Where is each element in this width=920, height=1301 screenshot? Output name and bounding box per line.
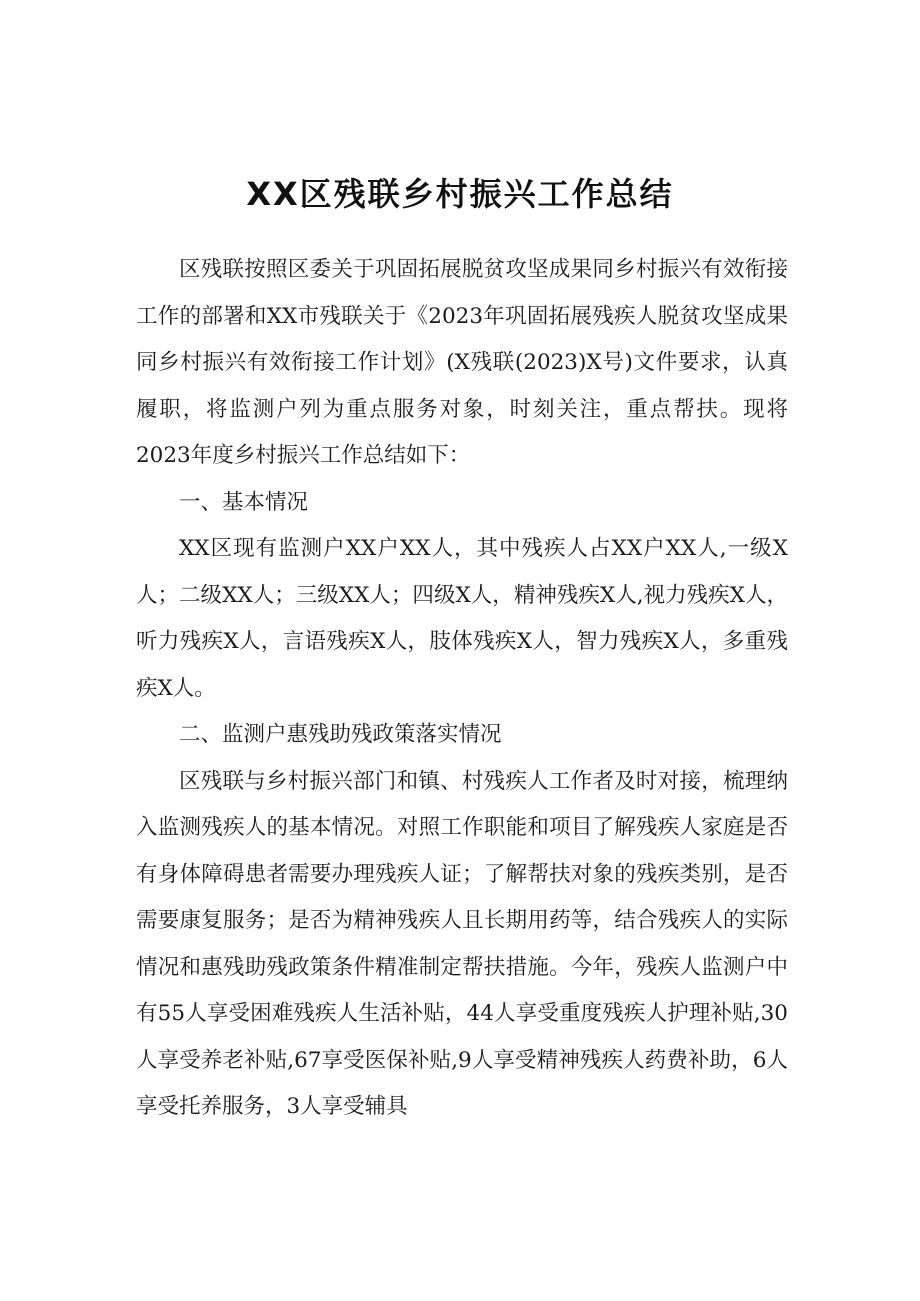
basic-situation-paragraph: XX区现有监测户XX户XX人，其中残疾人占XX户XX人,一级X人；二级XX人；三级XX人；四级X人，精神残疾X人,视力残疾X人，听力残疾X人，言语残疾X人，肢体残疾X人，智力残疾X人，多重残疾X人。 [136, 536, 788, 701]
intro-paragraph: 区残联按照区委关于巩固拓展脱贫攻坚成果同乡村振兴有效衔接工作的部署和XX市残联关于《2023年巩固拓展残疾人脱贫攻坚成果同乡村振兴有效衔接工作计划》(X残联(2023)X号)文件要求，认真履职，将监测户列为重点服务对象，时刻关注，重点帮扶。现将2023年度乡村振兴工作总结如下： [136, 257, 788, 468]
section-heading-basic-situation: 一、基本情况 [179, 489, 309, 515]
section-heading-policy-implementation: 二、监测户惠残助残政策落实情况 [179, 722, 502, 747]
document-title: XX区残联乡村振兴工作总结 [246, 175, 674, 213]
policy-implementation-paragraph: 区残联与乡村振兴部门和镇、村残疾人工作者及时对接，梳理纳入监测残疾人的基本情况。对照工作职能和项目了解残疾人家庭是否有身体障碍患者需要办理残疾人证；了解帮扶对象的残疾类别，是否需要康复服务；是否为精神残疾人且长期用药等，结合残疾人的实际情况和惠残助残政策条件精准制定帮扶措施。今年，残疾人监测户中有55人享受困难残疾人生活补贴，44人享受重度残疾人护理补贴,30人享受养老补贴,67享受医保补贴,9人享受精神残疾人药费补助，6人享受托养服务，3人享受辅具 [136, 768, 788, 1119]
document-body [136, 247, 788, 1131]
